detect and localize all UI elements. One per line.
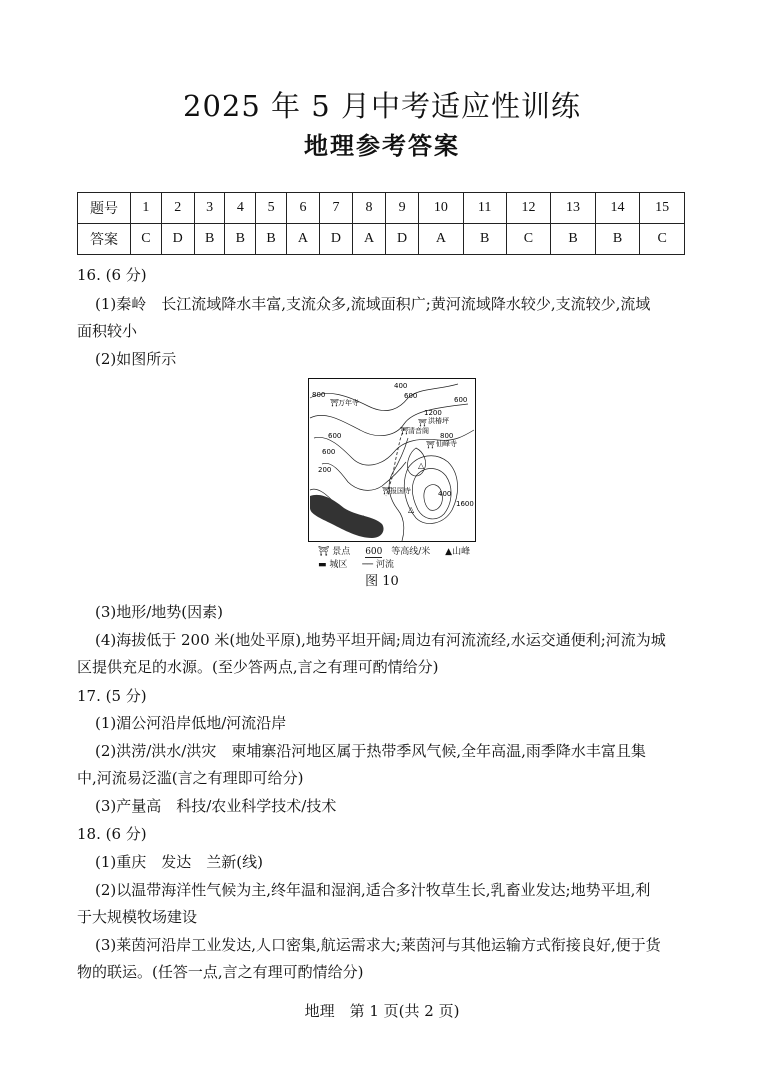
table-cell: 6 xyxy=(286,193,319,224)
legend-scenic: ⛩ 景点 xyxy=(318,547,351,557)
legend-river: ── 河流 xyxy=(362,560,394,570)
table-cell: 11 xyxy=(463,193,506,224)
table-cell: D xyxy=(161,224,194,255)
contour-label: 1600 xyxy=(456,500,474,508)
svg-text:⛩: ⛩ xyxy=(382,487,391,495)
page-subtitle: 地理参考答案 xyxy=(304,131,460,160)
table-cell: D xyxy=(319,224,352,255)
legend-peak: ▲山峰 xyxy=(445,547,471,557)
page-footer: 地理 第 1 页(共 2 页) xyxy=(304,1002,460,1020)
row-label-number: 题号 xyxy=(78,193,131,224)
contour-label: 600 xyxy=(404,392,418,400)
table-cell: B xyxy=(256,224,287,255)
contour-map xyxy=(308,378,476,542)
legend-contour: 600 等高线/米 xyxy=(365,547,431,557)
table-cell: 9 xyxy=(386,193,419,224)
table-cell: A xyxy=(353,224,386,255)
svg-text:⛩: ⛩ xyxy=(426,441,435,449)
legend-city: ▬ 城区 xyxy=(318,560,348,570)
table-cell: C xyxy=(506,224,551,255)
contour-label: 400 xyxy=(394,382,408,390)
table-cell: C xyxy=(640,224,685,255)
table-cell: 4 xyxy=(225,193,256,224)
q16-answer-4: (4)海拔低于 200 米(地处平原),地势平坦开阔;周边有河流流经,水运交通便利;河流为城 xyxy=(95,631,666,649)
q17-answer-3: (3)产量高 科技/农业科学技术/技术 xyxy=(95,797,337,815)
table-cell: 13 xyxy=(551,193,596,224)
scenic-label: 清音阁 xyxy=(408,427,429,435)
table-cell: 3 xyxy=(194,193,225,224)
table-cell: B xyxy=(463,224,506,255)
contour-label: 1200 xyxy=(424,409,442,417)
table-cell: B xyxy=(194,224,225,255)
row-label-answer: 答案 xyxy=(78,224,131,255)
table-cell: 7 xyxy=(319,193,352,224)
contour-label: 600 xyxy=(322,448,336,456)
table-cell: A xyxy=(419,224,464,255)
q18-answer-3: (3)莱茵河沿岸工业发达,人口密集,航运需求大;莱茵河与其他运输方式衔接良好,便于货 xyxy=(95,936,661,954)
q16-answer-2: (2)如图所示 xyxy=(95,350,177,368)
answer-table xyxy=(77,192,685,255)
svg-text:⛩: ⛩ xyxy=(330,399,339,407)
q16-answer-4-cont: 区提供充足的水源。(至少答两点,言之有理可酌情给分) xyxy=(77,658,439,676)
contour-label: 200 xyxy=(318,466,332,474)
table-cell: 12 xyxy=(506,193,551,224)
table-cell: 14 xyxy=(595,193,640,224)
q16-answer-3: (3)地形/地势(因素) xyxy=(95,603,224,621)
table-cell: C xyxy=(131,224,162,255)
table-cell: D xyxy=(386,224,419,255)
table-cell: A xyxy=(286,224,319,255)
q16-answer-1-cont: 面积较小 xyxy=(77,322,138,340)
question-16-heading: 16. (6 分) xyxy=(77,266,147,284)
svg-text:△: △ xyxy=(418,461,425,470)
q18-answer-2-cont: 于大规模牧场建设 xyxy=(77,908,198,926)
contour-label: 800 xyxy=(312,391,326,399)
scenic-label: 洪椿坪 xyxy=(428,417,449,425)
svg-text:⛩: ⛩ xyxy=(418,419,427,427)
table-cell: 8 xyxy=(353,193,386,224)
q18-answer-3-cont: 物的联运。(任答一点,言之有理可酌情给分) xyxy=(77,963,364,981)
question-17-heading: 17. (5 分) xyxy=(77,687,147,705)
contour-label: 600 xyxy=(328,432,342,440)
scenic-label: 万年寺 xyxy=(338,399,359,407)
scenic-label: 仙峰寺 xyxy=(436,440,457,448)
question-number-row xyxy=(78,193,685,224)
q17-answer-2-cont: 中,河流易泛滥(言之有理即可给分) xyxy=(77,769,304,787)
q18-answer-1: (1)重庆 发达 兰新(线) xyxy=(95,853,263,871)
table-cell: B xyxy=(551,224,596,255)
table-cell: 5 xyxy=(256,193,287,224)
figure-caption: 图 10 xyxy=(365,574,399,589)
q18-answer-2: (2)以温带海洋性气候为主,终年温和湿润,适合多汁牧草生长,乳畜业发达;地势平坦,利 xyxy=(95,881,651,899)
scenic-label: 报国寺 xyxy=(390,487,411,495)
table-cell: 10 xyxy=(419,193,464,224)
table-cell: 15 xyxy=(640,193,685,224)
table-cell: B xyxy=(225,224,256,255)
table-cell: B xyxy=(595,224,640,255)
map-legend xyxy=(318,544,482,570)
contour-map-figure xyxy=(308,378,476,542)
contour-label: 600 xyxy=(454,396,468,404)
q17-answer-1: (1)湄公河沿岸低地/河流沿岸 xyxy=(95,714,287,732)
svg-text:⛩: ⛩ xyxy=(400,427,409,435)
table-cell: 1 xyxy=(131,193,162,224)
table-cell: 2 xyxy=(161,193,194,224)
answer-row xyxy=(78,224,685,255)
svg-text:△: △ xyxy=(408,505,415,514)
q16-answer-1: (1)秦岭 长江流域降水丰富,支流众多,流域面积广;黄河流域降水较少,支流较少,流域 xyxy=(95,295,651,313)
q17-answer-2: (2)洪涝/洪水/洪灾 柬埔寨沿河地区属于热带季风气候,全年高温,雨季降水丰富且集 xyxy=(95,742,646,760)
contour-label: 400 xyxy=(438,490,452,498)
contour-label: 800 xyxy=(440,432,454,440)
page-title: 2025 年 5 月中考适应性训练 xyxy=(183,89,581,123)
question-18-heading: 18. (6 分) xyxy=(77,825,147,843)
